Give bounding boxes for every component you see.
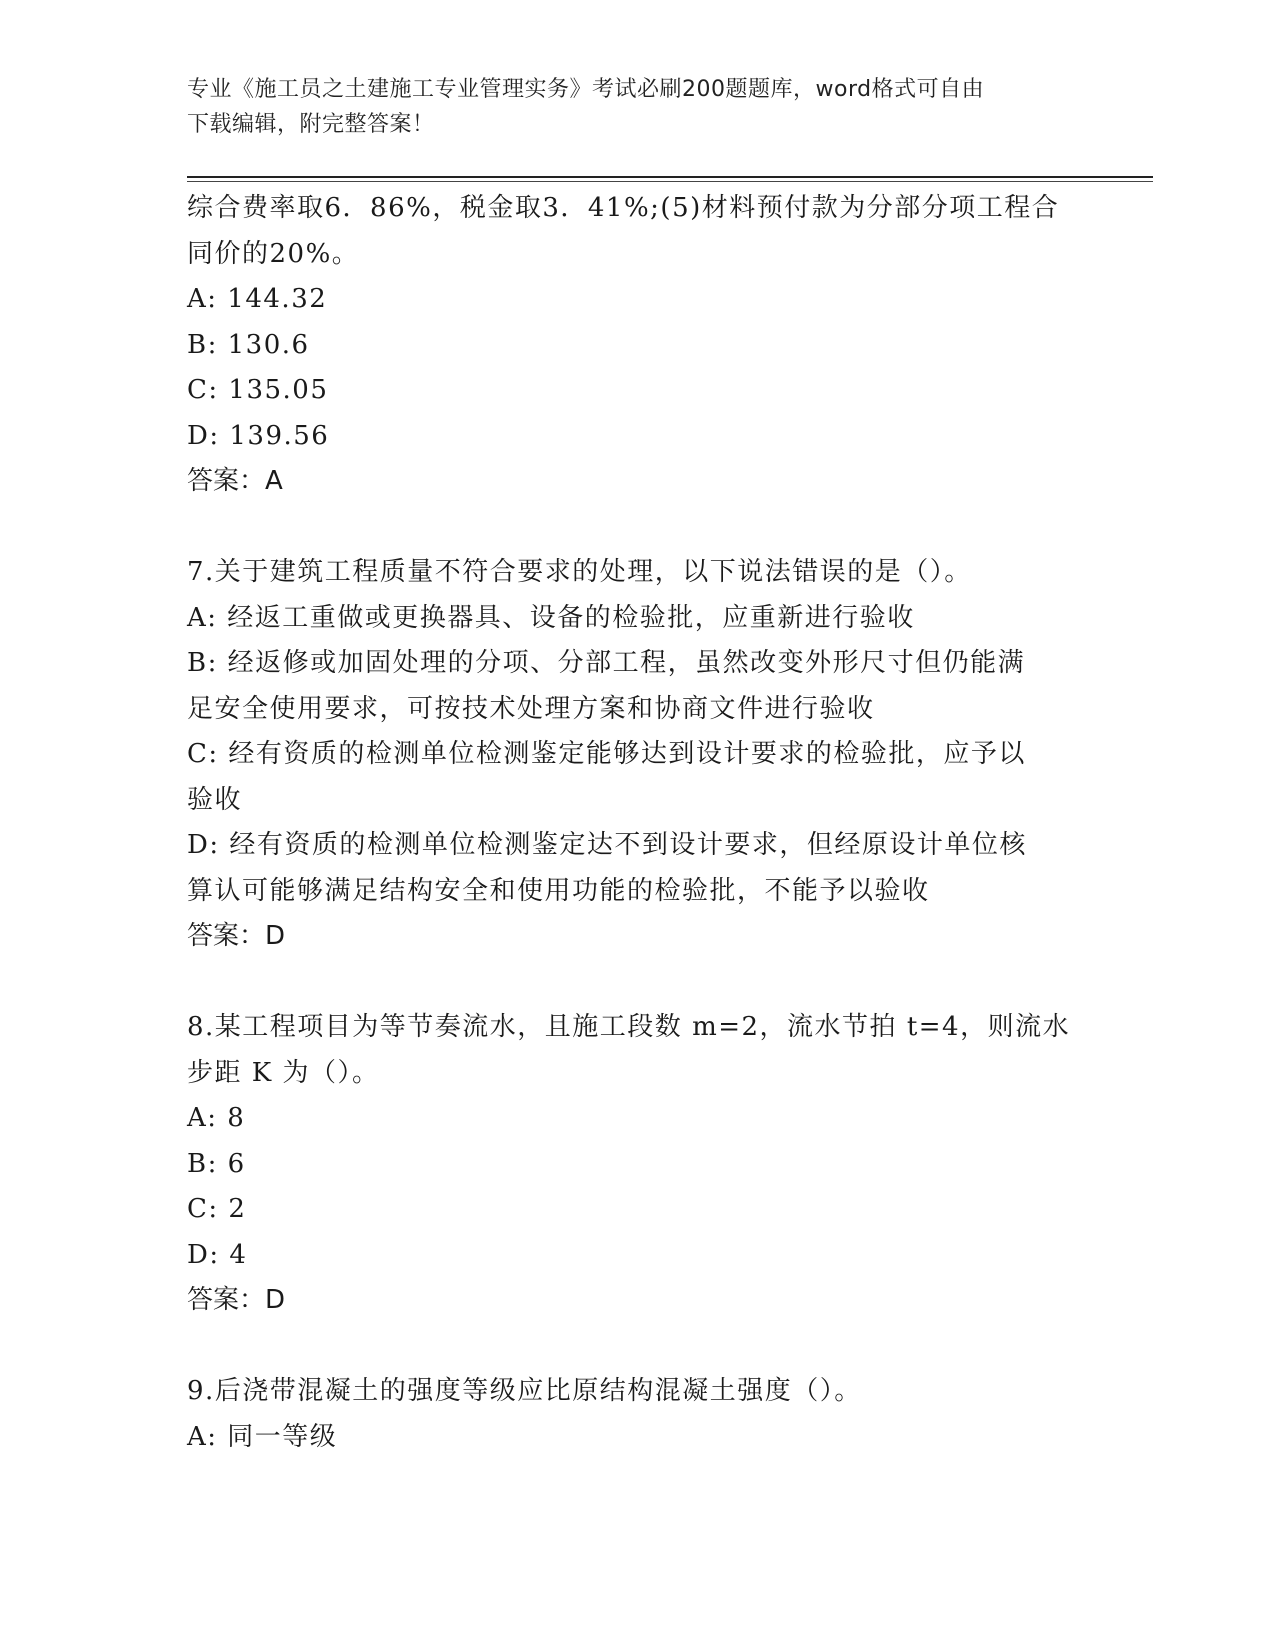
q6-text-line-1: 综合费率取6．86%，税金取3．41%;(5)材料预付款为分部分项工程合 bbox=[187, 193, 1060, 223]
q8-option-c: C: 2 bbox=[187, 1194, 247, 1224]
spacer bbox=[187, 1324, 1087, 1370]
header-line-2: 下载编辑，附完整答案！ bbox=[187, 112, 435, 137]
q7-option-d-line-1: D: 经有资质的检测单位检测鉴定达不到设计要求，但经原设计单位核 bbox=[187, 830, 1027, 860]
q6-text-line-2: 同价的20%。 bbox=[187, 238, 360, 269]
spacer bbox=[187, 505, 1087, 551]
q7-option-a: A: 经返工重做或更换器具、设备的检验批，应重新进行验收 bbox=[187, 602, 915, 633]
q9-option-a: A: 同一等级 bbox=[187, 1421, 338, 1452]
q6-answer: 答案：A bbox=[187, 466, 283, 496]
q9-question: 9.后浇带混凝土的强度等级应比原结构混凝土强度（）。 bbox=[187, 1376, 862, 1406]
q7-answer: 答案：D bbox=[187, 921, 286, 951]
document-header bbox=[187, 72, 1087, 142]
q7-question: 7.关于建筑工程质量不符合要求的处理，以下说法错误的是（）。 bbox=[187, 557, 972, 587]
q7-option-d-line-2: 算认可能够满足结构安全和使用功能的检验批，不能予以验收 bbox=[187, 875, 930, 906]
spacer bbox=[187, 960, 1087, 1006]
question-content bbox=[187, 186, 1087, 1460]
q6-option-b: B: 130.6 bbox=[187, 329, 310, 360]
q8-question-line-1: 8.某工程项目为等节奏流水，且施工段数 m=2，流水节拍 t=4，则流水 bbox=[187, 1012, 1071, 1042]
q7-option-b-line-2: 足安全使用要求，可按技术处理方案和协商文件进行验收 bbox=[187, 693, 875, 724]
q8-option-a: A: 8 bbox=[187, 1103, 246, 1133]
q7-option-b-line-1: B: 经返修或加固处理的分项、分部工程，虽然改变外形尺寸但仍能满 bbox=[187, 648, 1026, 678]
q8-answer: 答案：D bbox=[187, 1285, 286, 1315]
q7-option-c-line-2: 验收 bbox=[187, 784, 243, 815]
header-line-1: 专业《施工员之土建施工专业管理实务》考试必刷200题题库，word格式可自由 bbox=[187, 77, 985, 102]
q8-question-line-2: 步距 K 为（）。 bbox=[187, 1057, 380, 1088]
header-divider-thin bbox=[187, 181, 1153, 182]
q6-option-d: D: 139.56 bbox=[187, 420, 330, 451]
q7-option-c-line-1: C: 经有资质的检测单位检测鉴定能够达到设计要求的检验批，应予以 bbox=[187, 739, 1026, 769]
q6-option-a: A: 144.32 bbox=[187, 284, 328, 314]
header-divider-thick bbox=[187, 176, 1153, 178]
q8-option-b: B: 6 bbox=[187, 1148, 246, 1179]
q8-option-d: D: 4 bbox=[187, 1239, 248, 1270]
q6-option-c: C: 135.05 bbox=[187, 375, 329, 405]
